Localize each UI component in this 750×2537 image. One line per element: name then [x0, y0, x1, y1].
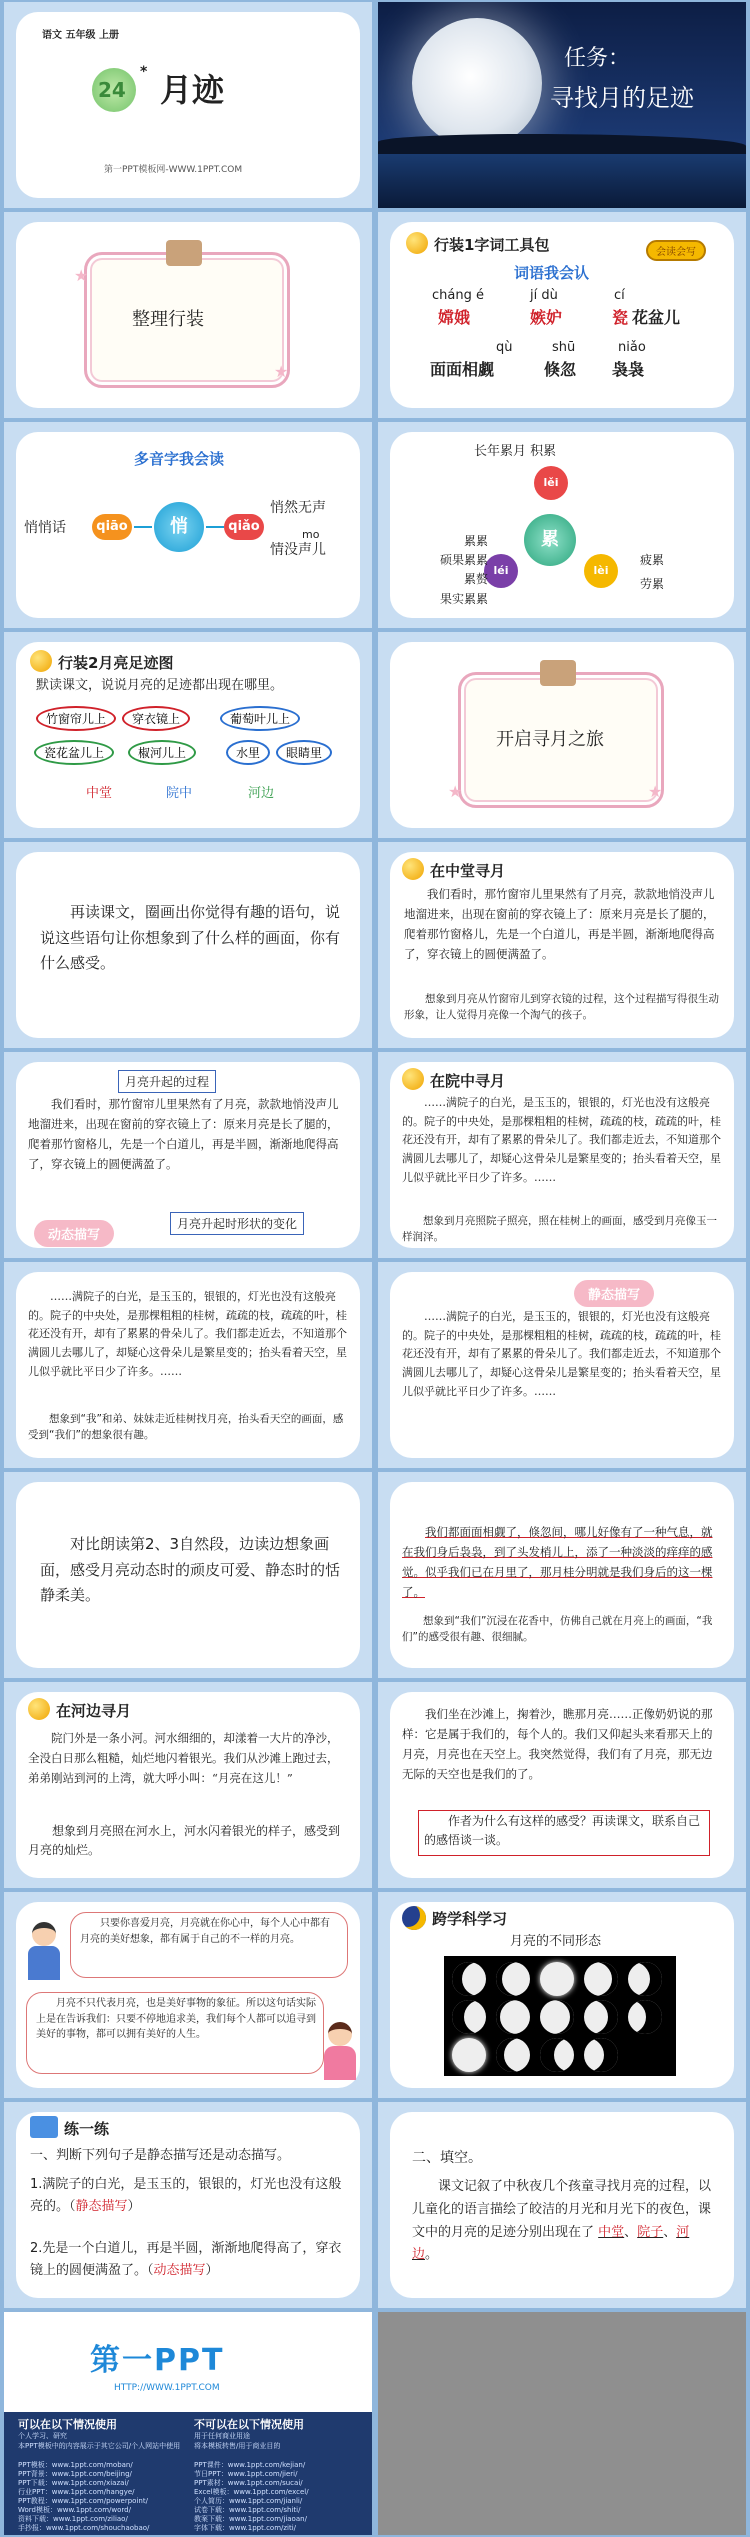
center-char: 悄 [154, 502, 204, 552]
moon-phase [540, 2038, 574, 2072]
hall-heading: 在中堂寻月 [430, 862, 506, 880]
location-oval: 椒河儿上 [128, 740, 196, 765]
slide-yard-2[interactable] [4, 1262, 372, 1468]
notebook-icon [30, 2116, 58, 2138]
moon-phase [584, 2038, 618, 2072]
slide-task[interactable] [378, 2, 746, 208]
moon-map-heading: 行装2月亮足迹图 [58, 654, 174, 672]
cross-subtitle: 月亮的不同形态 [510, 1934, 602, 1949]
star-icon: ★ [448, 782, 463, 801]
slide-vocab[interactable] [378, 212, 746, 418]
footer-link[interactable]: PPT模板：www.1ppt.com/moban/ [18, 2461, 133, 2469]
location-oval: 水里 [226, 740, 270, 765]
practice-item: 2.先是一个白道儿，再是半圆，渐渐地爬得高了，穿衣镜上的圆便满盈了。（动态描写） [30, 2241, 342, 2279]
slide-practice-1[interactable] [4, 2102, 372, 2308]
slide-title[interactable] [4, 2, 372, 208]
fill-end: 。 [425, 2247, 439, 2263]
sand-passage: 我们坐在沙滩上，掬着沙，瞧那月亮……正像奶奶说的那样：它是属于我们的，每个人的。我们又仰起头来看那天上的月亮，月亮也在天空上。我突然觉得，我们有了月亮，那无边无际的天空也是我们的了。 [402, 1707, 713, 1782]
frame-pin [166, 240, 202, 266]
footer-link[interactable]: 教案下载：www.1ppt.com/jiaoan/ [194, 2515, 307, 2523]
task-text: 寻找月的足迹 [550, 84, 694, 112]
star-icon: ★ [648, 782, 663, 801]
pinyin: shū [552, 340, 576, 355]
river-note: 想象到月亮照在河水上，河水闪着银光的样子，感受到月亮的灿烂。 [28, 1824, 341, 1858]
reread-text: 再读课文，圈画出你觉得有趣的语句，说说这些语句让你想象到了什么样的画面，你有什么感受。 [40, 903, 341, 972]
location-oval: 眼睛里 [276, 740, 332, 765]
slide-hall[interactable] [378, 842, 746, 1048]
far-hills [378, 134, 746, 154]
practice-item-text: 1.满院子的白光，是玉玉的，银银的，灯光也没有这般亮的。 [30, 2177, 342, 2215]
callout-rising: 月亮升起的过程 [118, 1070, 216, 1093]
slide-journey[interactable] [378, 632, 746, 838]
lesson-star: * [140, 64, 148, 80]
tag-static: 静态描写 [574, 1280, 654, 1307]
frame-title: 整理行装 [132, 309, 204, 330]
lesson-number: 24 [98, 78, 126, 102]
boy-icon [24, 1922, 64, 1982]
yard-passage: ……满院子的白光，是玉玉的，银银的，灯光也没有这般亮的。院子的中央处，是那棵粗粗的桂树，疏疏的枝，疏疏的叶，桂花还没有开，却有了累累的骨朵儿了。我们都走近去，不知道那个满圆儿去哪儿了，却疑心这骨朵儿是繁星变的；抬头看着天空，星儿似乎就比平日少了许多。…… [402, 1310, 721, 1398]
fill-blank[interactable]: 中堂 [598, 2224, 625, 2240]
fill-blank[interactable]: 院子 [637, 2224, 664, 2240]
moon-phase [496, 2000, 530, 2034]
footer-cannot: 不可以在以下情况使用 [194, 2418, 304, 2431]
full-moon-image [412, 18, 542, 148]
footer-can-line: 本PPT模板中的内容展示于其它公司/个人网站中使用 [18, 2441, 181, 2450]
slide-polyphone-qiao[interactable] [4, 422, 372, 628]
footer-cannot-line: 用于任何商业用途 [194, 2432, 250, 2440]
left-words [418, 532, 488, 609]
tag-dynamic: 动态描写 [34, 1220, 114, 1247]
practice-heading: 练一练 [64, 2120, 110, 2138]
river-passage: 院门外是一条小河。河水细细的，却漾着一大片的净沙，全没白日那么粗糙，灿烂地闪着银光。我们从沙滩上跑过去，弟弟刚站到河的上湾，就大呼小叫：“月亮在这儿！” [28, 1731, 339, 1786]
slide-reread[interactable] [4, 842, 372, 1048]
footer-link[interactable]: 节日PPT：www.1ppt.com/jieri/ [194, 2470, 298, 2478]
sun-icon [406, 232, 428, 254]
polyphone-title: 多音字我会读 [134, 450, 225, 468]
yard-passage: ……满院子的白光，是玉玉的，银银的，灯光也没有这般亮的。院子的中央处，是那棵粗粗的桂树，疏疏的枝，疏疏的叶，桂花还没有开，却有了累累的骨朵儿了。我们都走近去，不知道那个满圆儿去哪儿了，却疑心这骨朵儿是繁星变的；抬头看着天空，星儿似乎就比平日少了许多。…… [28, 1290, 347, 1378]
left-pinyin: qiāo [92, 514, 132, 540]
footer-link[interactable]: PPT背景：www.1ppt.com/beijing/ [18, 2470, 132, 2478]
footer-url[interactable]: HTTP://WWW.1PPT.COM [114, 2383, 220, 2393]
pinyin: cí [614, 288, 625, 303]
pinyin: jí dù [530, 288, 558, 303]
slide-polyphone-lei[interactable] [378, 422, 746, 628]
practice-answer: 静态描写 [75, 2199, 128, 2215]
slide-moon-map[interactable] [4, 632, 372, 838]
moon-phase [584, 2000, 618, 2034]
slide-yard[interactable] [378, 1052, 746, 1258]
footer-link[interactable]: 试卷下载：www.1ppt.com/shiti/ [194, 2506, 301, 2514]
word: 瓷 [612, 308, 629, 327]
place-label: 中堂 [86, 786, 113, 801]
footer-link[interactable]: 行业PPT：www.1ppt.com/hangye/ [18, 2488, 135, 2496]
word: 嫉妒 [530, 308, 563, 327]
left-word: 累累 [463, 534, 488, 548]
right-words [640, 548, 664, 596]
slide-footer[interactable] [4, 2312, 372, 2535]
slide-pack-intro[interactable] [4, 212, 372, 418]
slide-meaning[interactable] [4, 1892, 372, 2098]
footer-link[interactable]: 资料下载：www.1ppt.com/ziliao/ [18, 2515, 128, 2523]
footer-can-list [18, 2432, 180, 2452]
question-text: 作者为什么有这样的感受？再读课文，联系自己的感悟谈一谈。 [424, 1814, 701, 1848]
right-word: 疲累 [640, 553, 665, 567]
sun-icon [30, 650, 52, 672]
footer-link[interactable]: PPT课件：www.1ppt.com/kejian/ [194, 2461, 306, 2469]
moon-phase [540, 1962, 574, 1996]
moon-phases-panel [444, 1956, 676, 2076]
star-icon: ★ [74, 266, 89, 285]
moon-phase [452, 2000, 486, 2034]
left-pinyin: léi [484, 554, 518, 588]
subject-label: 语文 五年级 上册 [42, 30, 119, 41]
footer-logo: 第一PPT [90, 2343, 225, 2378]
moon-icon [402, 1906, 426, 1930]
moon-phase [540, 2000, 574, 2034]
moon-phase [628, 1962, 662, 1996]
moon-phase [584, 1962, 618, 1996]
fill-text: 课文记叙了中秋夜几个孩童寻找月亮的过程，以儿童化的语言描绘了皎洁的月光和月光下的夜色，课文中的月亮的足迹分别出现在了 中堂、院子、河边。 [412, 2179, 712, 2263]
right-pinyin: qiǎo [224, 514, 264, 540]
moon-phase [496, 2038, 530, 2072]
center-char: 累 [524, 514, 576, 566]
fragrance-note: 想象到“我们”沉浸在花香中，仿佛自己就在月亮上的画面，“我们”的感受很有趣、很细腻。 [402, 1615, 713, 1643]
river-heading: 在河边寻月 [56, 1702, 132, 1720]
location-oval: 穿衣镜上 [122, 706, 190, 731]
sun-icon [28, 1698, 50, 1720]
hall-passage: 我们看时，那竹窗帘儿里果然有了月亮，款款地悄没声儿地溜进来，出现在窗前的穿衣镜上了：原来月亮是长了腿的，爬着那竹窗格儿，先是一个白道儿，再是半圆，渐渐地爬得高了，穿衣镜上的圆便满盈了。 [404, 887, 715, 962]
vocab-subheading: 词语我会认 [514, 264, 590, 282]
footer-cannot-line: 将本模板转售/用于商业目的 [194, 2441, 281, 2450]
yard-heading: 在院中寻月 [430, 1072, 506, 1090]
word-suffix: 花盆儿 [632, 308, 681, 327]
slide-compare[interactable] [4, 1472, 372, 1678]
fill-text-body: 课文记叙了中秋夜几个孩童寻找月亮的过程，以儿童化的语言描绘了皎洁的月光和月光下的夜色，课文中的月亮的足迹分别出现在了 [412, 2179, 712, 2240]
top-words: 长年累月 积累 [474, 444, 557, 459]
footer-cannot-list [194, 2432, 280, 2452]
sun-icon [402, 858, 424, 880]
hall-note: 想象到月亮从竹窗帘儿到穿衣镜的过程，这个过程描写得很生动形象，让人觉得月亮像一个淘气的孩子。 [404, 993, 719, 1021]
footer-link[interactable]: Word模板：www.1ppt.com/word/ [18, 2506, 131, 2514]
word: 倏忽 [544, 360, 577, 379]
practice-question: 一、判断下列句子是静态描写还是动态描写。 [30, 2148, 291, 2163]
footer-link[interactable]: PPT下载：www.1ppt.com/xiazai/ [18, 2479, 129, 2487]
yard-note: 想象到月亮照院子照亮，照在桂树上的画面，感受到月亮像玉一样润泽。 [402, 1215, 717, 1243]
slide-yard-static[interactable] [378, 1262, 746, 1468]
footer-link[interactable]: 个人简历：www.1ppt.com/jianli/ [194, 2497, 303, 2505]
hall-passage: 我们看时，那竹窗帘儿里果然有了月亮，款款地悄没声儿地溜进来，出现在窗前的穿衣镜上了：原来月亮是长了腿的，爬着那竹窗格儿，先是一个白道儿，再是半圆，渐渐地爬得高了，穿衣镜上的圆便满盈了。 [28, 1097, 339, 1172]
fill-question: 二、填空。 [412, 2150, 482, 2166]
moon-phase [452, 2038, 486, 2072]
connector-line [206, 526, 224, 528]
vocab-heading: 行装1字词工具包 [434, 236, 550, 254]
top-pinyin: lěi [534, 466, 568, 500]
moon-phase [452, 1962, 486, 1996]
yard-passage: ……满院子的白光，是玉玉的，银银的，灯光也没有这般亮的。院子的中央处，是那棵粗粗的桂树，疏疏的枝，疏疏的叶，桂花还没有开，却有了累累的骨朵儿了。我们都走近去，不知道那个满圆儿去哪儿了，却疑心这骨朵儿是繁星变的；抬头看着天空，星儿似乎就比平日少了许多。…… [402, 1096, 721, 1184]
lesson-title: 月迹 [160, 71, 225, 109]
practice-answer: 动态描写 [153, 2263, 206, 2279]
slide-sand[interactable] [378, 1682, 746, 1888]
word: 嫦娥 [438, 308, 471, 327]
right-word: 情没声儿 [270, 542, 326, 558]
empty-slot [378, 2312, 746, 2535]
source-label: 第一PPT模板网-WWW.1PPT.COM [104, 165, 243, 175]
left-word: 硕果累累 [439, 553, 488, 568]
girl-icon [322, 2022, 358, 2082]
night-water [378, 152, 746, 208]
slide-river[interactable] [4, 1682, 372, 1888]
pinyin: niǎo [618, 340, 646, 355]
slide-practice-2[interactable] [378, 2102, 746, 2308]
sun-icon [402, 1068, 424, 1090]
moon-phase [496, 1962, 530, 1996]
slide-cross-subject[interactable] [378, 1892, 746, 2098]
footer-link[interactable]: PPT素材：www.1ppt.com/sucai/ [194, 2479, 303, 2487]
footer-can-line: 个人学习、研究 [18, 2432, 67, 2440]
bubble-boy: 只要你喜爱月亮，月亮就在你心中，每个人心中都有月亮的美好想象，都有属于自己的不一样的月亮。 [80, 1918, 330, 1945]
right-word: 悄然无声 [270, 500, 326, 516]
connector-line [134, 526, 152, 528]
bubble-girl: 月亮不只代表月亮，也是美好事物的象征。所以这句话实际上是在告诉我们：只要不停地追求美，我们每个人都可以追寻到美好的事物，都可以拥有美好的人生。 [36, 1998, 316, 2040]
word: 面面相觑 [430, 360, 495, 379]
location-oval: 瓷花盆儿上 [34, 740, 114, 765]
right-pinyin-mo: mo [302, 528, 320, 541]
task-label: 任务： [564, 46, 631, 71]
moon-map-intro: 默读课文，说说月亮的足迹都出现在哪里。 [36, 678, 284, 693]
slide-hall-dynamic[interactable] [4, 1052, 372, 1258]
star-icon: ★ [274, 362, 289, 381]
footer-link[interactable]: 字体下载：www.1ppt.com/ziti/ [194, 2524, 297, 2532]
practice-item-text: 2.先是一个白道儿，再是半圆，渐渐地爬得高了，穿衣镜上的圆便满盈了。 [30, 2241, 342, 2279]
footer-link[interactable]: PPT教程：www.1ppt.com/powerpoint/ [18, 2497, 148, 2505]
badge-read-write[interactable]: 会读会写 [646, 240, 706, 261]
callout-shape: 月亮升起时形状的变化 [170, 1212, 304, 1235]
right-word: 劳累 [640, 577, 665, 591]
left-word: 果实累累 [439, 591, 488, 606]
fragrance-passage: 我们都面面相觑了，倏忽间，哪儿好像有了一种气息，就在我们身后袅袅，到了头发梢儿上，添了一种淡淡的痒痒的感觉。似乎我们已在月里了，那月桂分明就是我们身后的这一棵了。 [402, 1525, 713, 1600]
frame-title: 开启寻月之旅 [496, 729, 604, 750]
place-label: 河边 [248, 786, 275, 801]
pinyin: qù [496, 340, 513, 355]
yard-note: 想象到“我”和弟、妹妹走近桂树找月亮，抬头看天空的画面，感受到“我们”的想象很有趣。 [28, 1413, 344, 1441]
left-word: 悄悄话 [24, 520, 66, 536]
footer-can: 可以在以下情况使用 [18, 2418, 117, 2431]
footer-link[interactable]: Excel模板：www.1ppt.com/excel/ [194, 2488, 309, 2496]
location-oval: 葡萄叶儿上 [220, 706, 300, 731]
left-word: 累赘 [463, 572, 488, 587]
practice-item: 1.满院子的白光，是玉玉的，银银的，灯光也没有这般亮的。（静态描写） [30, 2177, 342, 2215]
frame-pin [540, 660, 576, 686]
location-oval: 竹窗帘儿上 [36, 706, 116, 731]
footer-link[interactable]: 手抄报：www.1ppt.com/shouchaobao/ [18, 2524, 150, 2532]
right-pinyin: lèi [584, 554, 618, 588]
pinyin: cháng é [432, 288, 484, 303]
moon-phase [628, 2000, 662, 2034]
place-label: 院中 [166, 786, 193, 801]
slide-fragrance[interactable] [378, 1472, 746, 1678]
compare-text: 对比朗读第2、3自然段，边读边想象画面，感受月亮动态时的顽皮可爱、静态时的恬静柔美。 [40, 1535, 341, 1604]
cross-heading: 跨学科学习 [432, 1910, 508, 1928]
word: 袅袅 [612, 360, 645, 379]
fill-blank[interactable]: 河边 [412, 2224, 690, 2263]
